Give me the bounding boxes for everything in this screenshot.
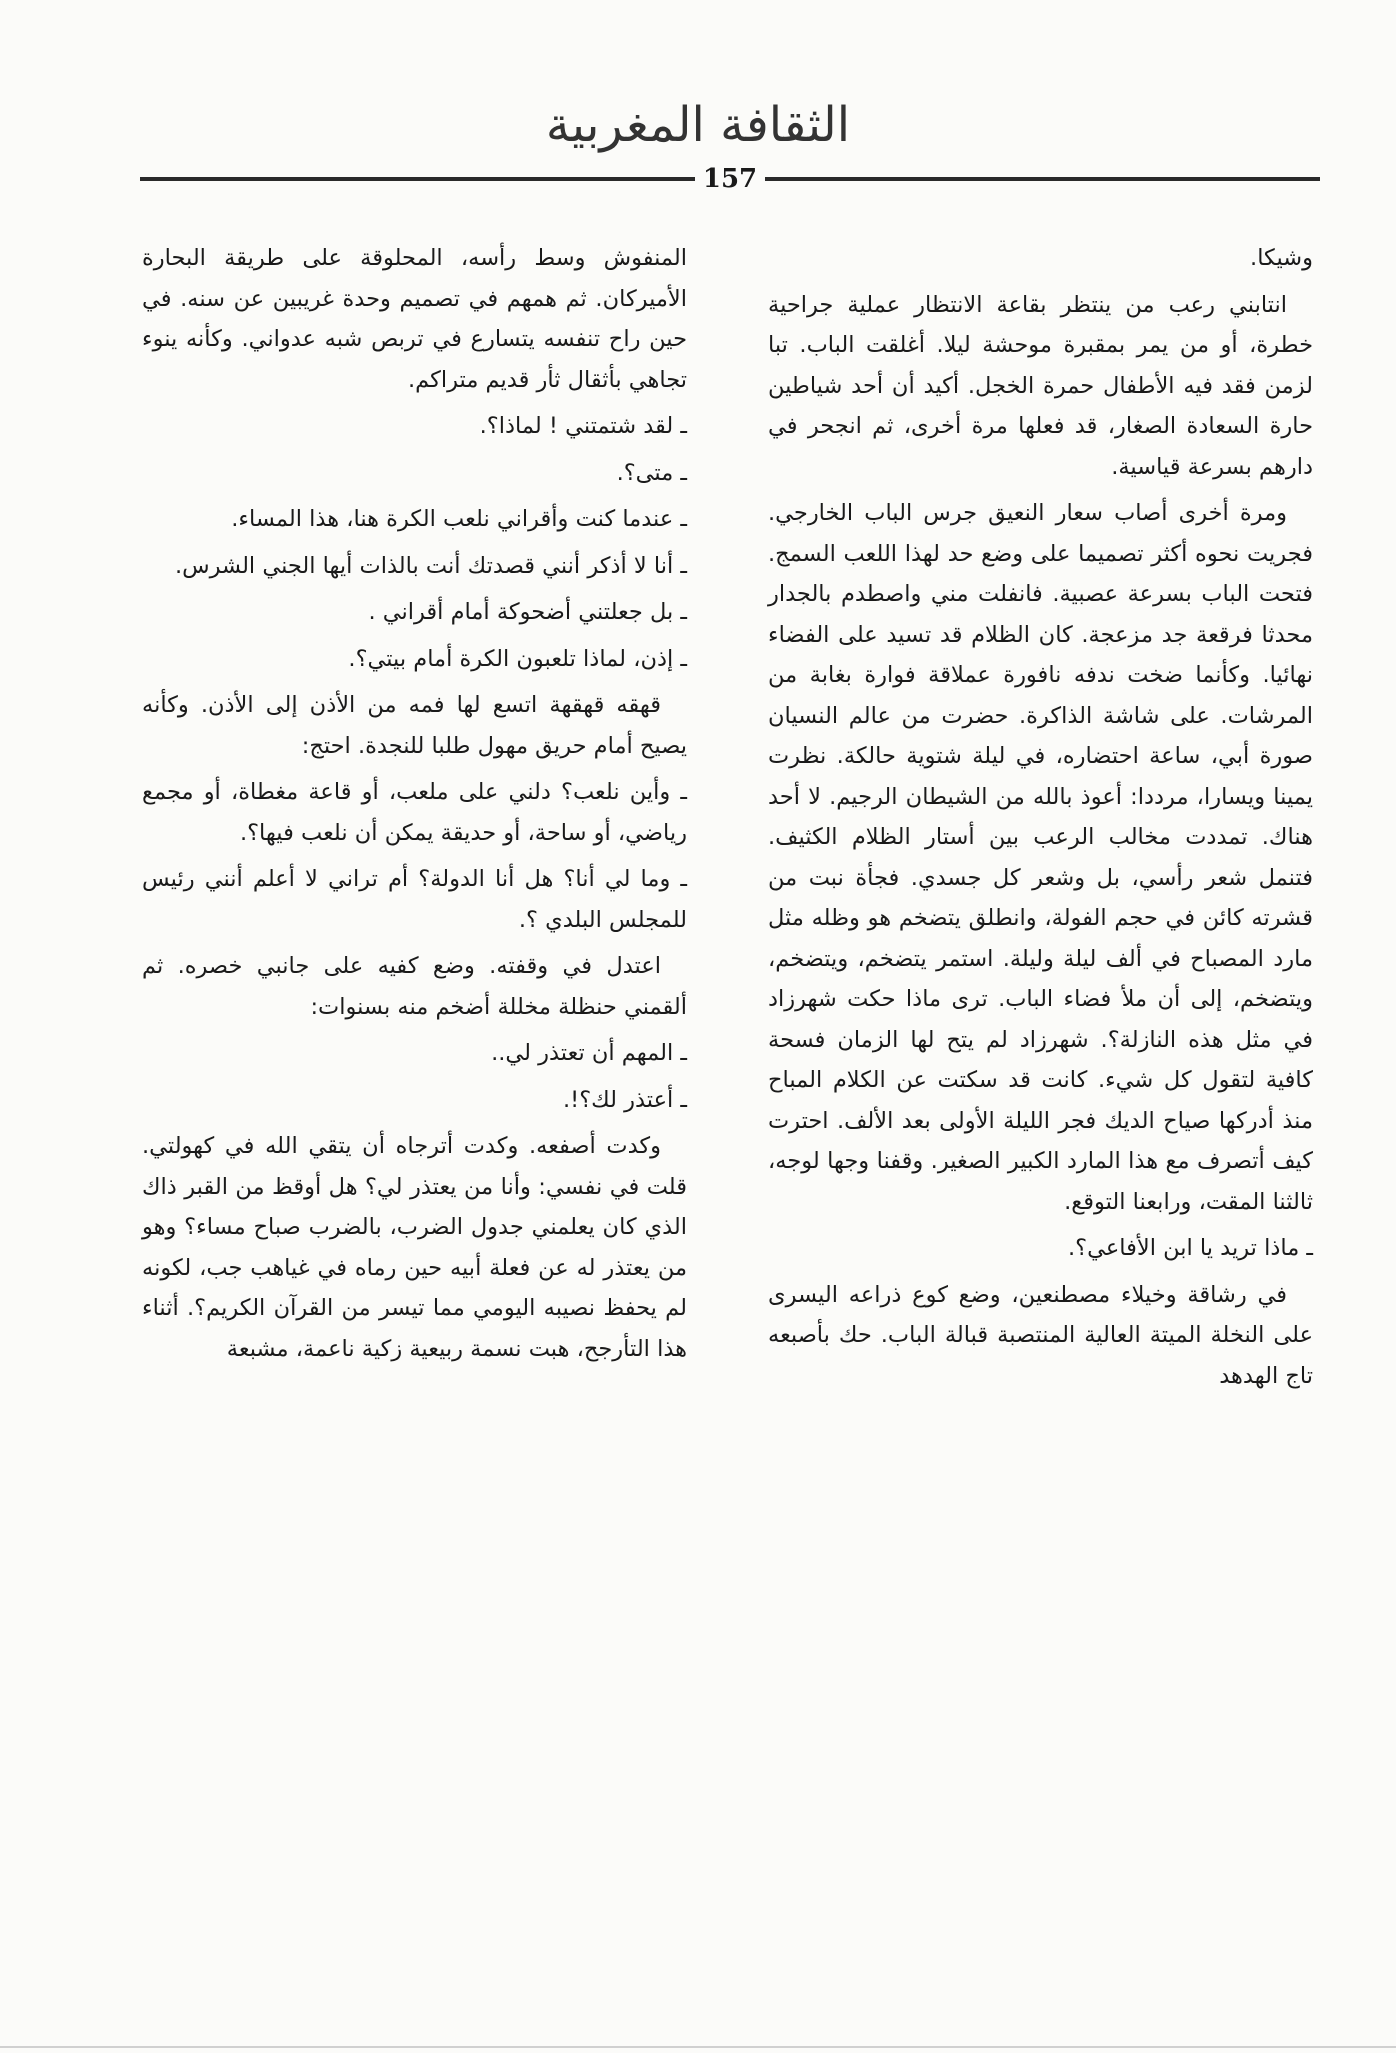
page-number: 157	[702, 164, 758, 194]
magazine-title: الثقافة المغربية	[545, 97, 851, 153]
paragraph: المنفوش وسط رأسه، المحلوقة على طريقة البحارة الأميركان. ثم همهم في تصميم وحدة غريبين عن سنه. في حين راح تنفسه يتسارع في تربص شبه عدواني. وكأنه ينوء تجاهي بأثقال ثأر قديم متراكم.	[142, 245, 687, 393]
paragraph: ومرة أخرى أصاب سعار النعيق جرس الباب الخارجي. فجريت نحوه أكثر تصميما على وضع حد لهذا اللعب السمج. فتحت الباب بسرعة عصبية. فانفلت مني واصطدم بالجدار محدثا فرقعة جد مزعجة. كان الظلام قد تسيد على الفضاء نهائيا. وكأنما ضخت ندفه نافورة عملاقة فوارة بغابة من المرشات. على شاشة الذاكرة. حضرت من عالم النسيان صورة أبي، ساعة احتضاره، في ليلة شتوية حالكة. نظرت يمينا ويسارا، مرددا: أعوذ بالله من الشيطان الرجيم. لا أحد هناك. تمددت مخالب الرعب بين أستار الظلام الكثيف. فتنمل شعر رأسي، بل وشعر كل جسدي. فجأة نبت من قشرته كائن في حجم الفولة، وانطلق يتضخم هو وظله مثل مارد المصباح في ألف ليلة وليلة. استمر يتضخم، ويتضخم، ويتضخم، إلى أن ملأ فضاء الباب. ترى ماذا حكت شهرزاد في مثل هذه النازلة؟. شهرزاد لم يتح لها الزمان فسحة كافية لتقول كل شيء. كانت قد سكتت عن الكلام المباح منذ أدركها صياح الديك فجر الليلة الأولى بعد الألف. احترت كيف أتصرف مع هذا المارد الكبير الصغير. وقفنا وجها لوجه، ثالثنا المقت، ورابعنا التوقع.	[768, 500, 1313, 1215]
dialogue-line: ـ المهم أن تعتذر لي..	[491, 1040, 687, 1066]
paragraph: وشيكا.	[1250, 245, 1313, 271]
page-header	[0, 95, 1396, 205]
dialogue-line: ـ ماذا تريد يا ابن الأفاعي؟.	[1067, 1235, 1313, 1261]
paragraph: وكدت أصفعه. وكدت أترجاه أن يتقي الله في كهولتي. قلت في نفسي: وأنا من يعتذر لي؟ هل أوقظ من القبر ذاك الذي كان يعلمني جدول الضرب، بالضرب صباح مساء؟ وهو من يعتذر له عن فعلة أبيه حين رماه في غياهب جب، لكونه لم يحفظ نصيبه اليومي مما تيسر من القرآن الكريم؟. أثناء هذا التأرجح، هبت نسمة ربيعية زكية ناعمة، مشبعة	[142, 1133, 687, 1362]
dialogue-line: ـ وما لي أنا؟ هل أنا الدولة؟ أم تراني لا أعلم أنني رئيس للمجلس البلدي ؟.	[142, 866, 687, 933]
dialogue-line: ـ متى؟.	[616, 459, 687, 486]
paragraph: في رشاقة وخيلاء مصطنعين، وضع كوع ذراعه اليسرى على النخلة الميتة العالية المنتصبة قبالة الباب. حك بأصبعه تاج الهدهد	[768, 1281, 1313, 1389]
header-rule-left	[140, 177, 695, 181]
page-bottom-line	[0, 2046, 1396, 2048]
left-column	[142, 238, 687, 1375]
paragraph: قهقه قهقهة اتسع لها فمه من الأذن إلى الأذن. وكأنه يصيح أمام حريق مهول طلبا للنجدة. احتج:	[142, 692, 687, 759]
dialogue-line: ـ عندما كنت وأقراني نلعب الكرة هنا، هذا المساء.	[231, 506, 687, 532]
dialogue-line: ـ بل جعلتني أضحوكة أمام أقراني .	[368, 599, 687, 625]
dialogue-line: ـ لقد شتمتني ! لماذا؟.	[479, 413, 687, 439]
header-rule-right	[765, 177, 1320, 181]
dialogue-line: ـ أنا لا أذكر أنني قصدتك أنت بالذات أيها الجني الشرس.	[174, 552, 687, 579]
dialogue-line: ـ أعتذر لك؟!.	[563, 1086, 687, 1113]
paragraph: اعتدل في وقفته. وضع كفيه على جانبي خصره. ثم ألقمني حنظلة مخللة أضخم منه بسنوات:	[142, 953, 687, 1020]
right-column	[768, 238, 1313, 1402]
paragraph: انتابني رعب من ينتظر بقاعة الانتظار عملية جراحية خطرة، أو من يمر بمقبرة موحشة ليلا. أغلقت الباب. تبا لزمن فقد فيه الأطفال حمرة الخجل. أكيد أن أحد شياطين حارة السعادة الصغار، قد فعلها مرة أخرى، ثم انجحر في دارهم بسرعة قياسية.	[768, 291, 1313, 480]
dialogue-line: ـ وأين نلعب؟ دلني على ملعب، أو قاعة مغطاة، أو مجمع رياضي، أو ساحة، أو حديقة يمكن أن نلعب فيها؟.	[142, 779, 687, 846]
dialogue-line: ـ إذن، لماذا تلعبون الكرة أمام بيتي؟.	[348, 645, 687, 672]
